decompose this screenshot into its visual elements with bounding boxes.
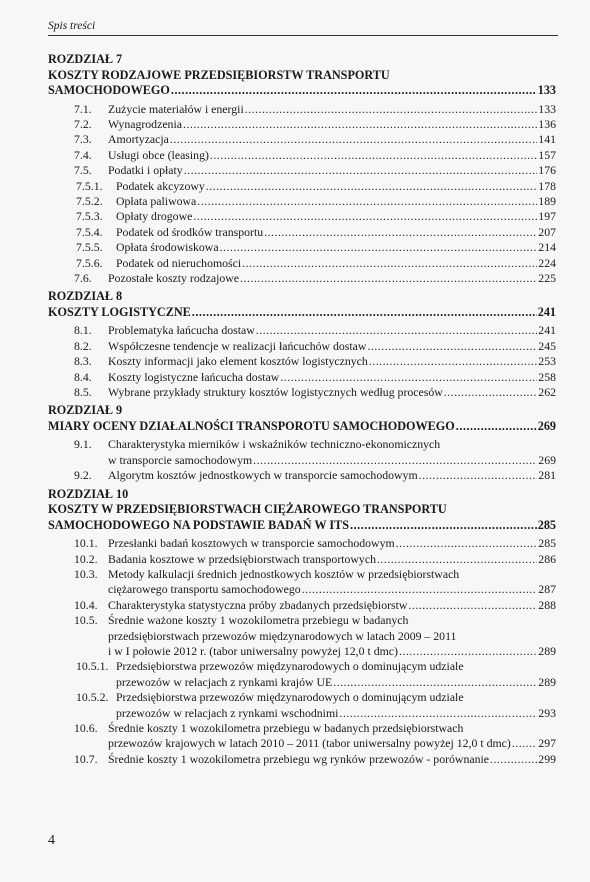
entry-body	[108, 102, 556, 117]
entry-number: 7.1.	[74, 101, 92, 116]
entry-page: 178	[538, 178, 556, 193]
toc-entry	[48, 613, 556, 659]
entry-page: 289	[538, 674, 556, 689]
dot-leader	[377, 552, 537, 567]
entry-page: 286	[538, 551, 556, 566]
entry-text: Charakterystyka statystyczna próby zbadanych przedsiębiorstw	[108, 597, 408, 612]
entry-line	[108, 552, 556, 567]
entry-body	[108, 271, 556, 286]
entry-text: Średnie koszty 1 wozokilometra przebiegu wg rynków przewozów - porównanie	[108, 751, 489, 766]
dot-leader	[408, 598, 537, 613]
entry-text: SAMOCHODOWEGO NA PODSTAWIE BADAŃ W ITS	[48, 517, 350, 532]
chapter-label: ROZDZIAŁ 7	[48, 52, 123, 66]
toc-entry	[48, 102, 556, 117]
toc-entry	[48, 721, 556, 752]
dot-leader	[444, 385, 538, 400]
dot-leader	[367, 339, 537, 354]
dot-leader	[419, 468, 538, 483]
entry-line: Średnie koszty 1 wozokilometra przebiegu w badanych przedsiębiorstwach	[108, 721, 464, 735]
entry-text: Algorytm kosztów jednostkowych w transporcie samochodowym	[108, 468, 418, 483]
entry-body	[116, 690, 556, 721]
chapter-label: ROZDZIAŁ 10	[48, 486, 129, 501]
entry-line: Charakterystyka mierników i wskaźników techniczno-ekonomicznych	[108, 437, 441, 452]
entry-body	[108, 370, 556, 385]
dot-leader	[396, 536, 538, 551]
dot-leader	[245, 102, 538, 117]
entry-page: 289	[538, 643, 556, 658]
entry-number: 7.6.	[74, 270, 92, 285]
dot-leader	[399, 644, 537, 659]
dot-leader	[206, 179, 538, 194]
entry-text: Wynagrodzenia	[108, 116, 182, 131]
entry-text: przewozów w relacjach z rynkami wschodnimi	[116, 705, 339, 720]
entry-page: 176	[538, 163, 556, 178]
entry-text: Wybrane przykłady struktury kosztów logistycznych według procesów	[108, 385, 443, 399]
entry-page: 197	[538, 209, 556, 224]
entry-page: 281	[538, 468, 556, 483]
chapter-title	[48, 68, 556, 99]
dot-leader	[210, 148, 537, 163]
entry-line	[108, 323, 556, 338]
toc-entry	[48, 659, 556, 690]
dot-leader	[170, 132, 537, 147]
entry-text: Podatek od nieruchomości	[116, 255, 242, 270]
toc-entry	[48, 179, 556, 194]
entry-number: 10.1.	[74, 536, 98, 551]
entry-text: Usługi obce (leasing)	[108, 147, 209, 162]
entry-page: 136	[538, 116, 556, 131]
entry-line	[108, 598, 556, 613]
entry-text: przewozów w relacjach z rynkami krajów UE	[116, 674, 333, 689]
entry-line	[116, 240, 556, 255]
dot-leader	[333, 675, 537, 690]
dot-leader	[456, 419, 537, 435]
entry-body	[116, 179, 556, 194]
entry-number: 9.1.	[74, 437, 92, 452]
entry-page: 189	[538, 193, 556, 208]
entry-page: 299	[538, 751, 556, 766]
entry-line	[108, 582, 556, 597]
entry-text: Badania kosztowe w przedsiębiorstwach transportowych	[108, 551, 376, 566]
chapter-label: ROZDZIAŁ 8	[48, 289, 123, 304]
toc-entry	[48, 339, 556, 354]
toc-entry	[48, 385, 556, 400]
entry-body	[108, 148, 556, 163]
entry-line	[116, 256, 556, 271]
toc-entry	[48, 163, 556, 178]
entry-line	[108, 453, 556, 468]
entry-line	[108, 271, 556, 286]
entry-body	[108, 752, 556, 767]
toc-entry	[48, 132, 556, 147]
entry-line: Średnie ważone koszty 1 wozokilometra przebiegu w badanych	[108, 613, 409, 628]
toc-entry	[48, 117, 556, 132]
entry-line	[108, 736, 556, 751]
chapter-label: ROZDZIAŁ 9	[48, 403, 123, 418]
entry-page: 253	[538, 354, 556, 369]
entry-number: 7.5.	[74, 163, 92, 178]
entry-page: 269	[538, 452, 556, 467]
chapter-section	[48, 487, 556, 768]
entry-page: 262	[538, 385, 556, 399]
entry-line	[108, 468, 556, 483]
entry-text: Amortyzacja	[108, 132, 169, 147]
chapter-title	[48, 502, 556, 533]
entry-body	[108, 613, 556, 659]
toc-entry	[48, 536, 556, 551]
entry-body	[108, 354, 556, 369]
entry-body	[108, 721, 556, 752]
running-head: Spis treści	[48, 18, 558, 36]
entry-number: 7.5.6.	[76, 255, 103, 270]
entry-line	[108, 339, 556, 354]
table-of-contents	[48, 52, 556, 767]
entry-number: 7.5.4.	[76, 224, 103, 239]
dot-leader	[242, 256, 537, 271]
toc-entry	[48, 271, 556, 286]
entry-page: 214	[538, 240, 556, 255]
dot-leader	[171, 83, 537, 99]
entry-page: 288	[538, 597, 556, 612]
entry-number: 7.5.1.	[76, 178, 103, 193]
entry-body	[108, 468, 556, 483]
entry-number: 7.5.3.	[76, 209, 103, 224]
entry-number: 8.5.	[74, 385, 92, 399]
entry-text: Zużycie materiałów i energii	[108, 101, 244, 116]
chapter-section	[48, 403, 556, 483]
entry-line	[116, 675, 556, 690]
entry-page: 245	[538, 338, 556, 353]
entry-page: 241	[538, 323, 556, 338]
dot-leader	[193, 209, 537, 224]
toc-entry	[48, 225, 556, 240]
entry-body	[108, 567, 556, 598]
entry-body	[116, 225, 556, 240]
entry-number: 7.3.	[74, 132, 92, 147]
entry-page: 225	[538, 270, 556, 285]
chapter-title	[48, 305, 556, 321]
chapter-title-line	[48, 305, 556, 321]
chapter-section	[48, 289, 556, 400]
dot-leader	[339, 706, 537, 721]
entry-page: 224	[538, 255, 556, 270]
dot-leader	[280, 370, 537, 385]
entry-text: Podatek akcyzowy	[116, 178, 205, 193]
entry-page: 297	[538, 736, 556, 751]
entry-body	[108, 385, 556, 400]
entry-page: 133	[538, 101, 556, 116]
entry-text: SAMOCHODOWEGO	[48, 83, 170, 97]
toc-entry	[48, 690, 556, 721]
entry-body	[116, 256, 556, 271]
dot-leader	[183, 117, 537, 132]
entry-text: Współczesne tendencje w realizacji łańcuchów dostaw	[108, 338, 367, 353]
toc-entry	[48, 256, 556, 271]
entry-text: MIARY OCENY DZIAŁALNOŚCI TRANSPOROTU SAMOCHODOWEGO	[48, 418, 455, 433]
entry-page: 287	[538, 582, 556, 597]
entry-number: 9.2.	[74, 468, 92, 483]
dot-leader	[240, 271, 537, 286]
toc-entry	[48, 370, 556, 385]
entry-line	[108, 163, 556, 178]
page-number: 4	[48, 833, 55, 848]
entry-page: 269	[537, 418, 556, 433]
entry-body	[108, 552, 556, 567]
entry-number: 10.3.	[74, 566, 98, 581]
entry-line	[116, 194, 556, 209]
entry-number: 10.5.	[74, 613, 98, 628]
entry-number: 7.5.2.	[76, 193, 103, 208]
entry-body	[116, 240, 556, 255]
entry-page: 133	[537, 83, 556, 97]
entry-line	[108, 354, 556, 369]
entry-line	[108, 102, 556, 117]
entry-page: 141	[538, 132, 556, 147]
entry-body	[108, 437, 556, 468]
chapter-title	[48, 419, 556, 435]
dot-leader	[512, 736, 537, 751]
entry-line	[116, 706, 556, 721]
toc-entry	[48, 567, 556, 598]
entry-line	[108, 752, 556, 767]
entry-line	[116, 209, 556, 224]
entry-number: 10.5.1.	[76, 659, 109, 674]
dot-leader	[220, 240, 538, 255]
entry-body	[108, 536, 556, 551]
entry-body	[116, 194, 556, 209]
toc-entry	[48, 354, 556, 369]
entry-body	[116, 659, 556, 690]
toc-entry	[48, 552, 556, 567]
entry-text: Koszty logistyczne łańcucha dostaw	[108, 369, 280, 384]
entry-line	[108, 148, 556, 163]
entry-text: Opłata paliwowa	[116, 193, 197, 208]
toc-entry	[48, 209, 556, 224]
entry-number: 7.2.	[74, 116, 92, 131]
entry-body	[108, 132, 556, 147]
entry-line: Przedsiębiorstwa przewozów międzynarodowych o dominującym udziale	[116, 690, 464, 705]
entry-text: Koszty informacji jako element kosztów logistycznych	[108, 354, 368, 369]
entry-body	[108, 163, 556, 178]
toc-entry	[48, 323, 556, 338]
entry-body	[108, 323, 556, 338]
entry-line: przedsiębiorstwach przewozów międzynarodowych w latach 2009 – 2011	[108, 628, 457, 643]
entry-page: 241	[537, 304, 556, 319]
entry-text: Problematyka łańcucha dostaw	[108, 323, 255, 338]
chapter-title-line	[48, 83, 556, 99]
dot-leader	[184, 163, 538, 178]
entry-line: Przedsiębiorstwa przewozów międzynarodowych o dominującym udziale	[116, 659, 464, 674]
dot-leader	[369, 354, 538, 369]
entry-body	[108, 117, 556, 132]
toc-entry	[48, 194, 556, 209]
dot-leader	[192, 305, 537, 321]
entry-number: 8.4.	[74, 369, 92, 384]
entry-number: 7.4.	[74, 147, 92, 162]
chapter-title-line: KOSZTY W PRZEDSIĘBIORSTWACH CIĘŻAROWEGO TRANSPORTU	[48, 502, 447, 517]
entry-number: 10.2.	[74, 551, 98, 566]
dot-leader	[350, 518, 537, 534]
entry-page: 207	[538, 224, 556, 239]
toc-entry	[48, 240, 556, 255]
entry-line	[108, 132, 556, 147]
entry-text: Podatek od środków transportu	[116, 224, 264, 239]
entry-body	[108, 339, 556, 354]
entry-line: Metody kalkulacji średnich jednostkowych kosztów w przedsiębiorstwach	[108, 566, 460, 581]
entry-page: 157	[538, 147, 556, 162]
entry-line	[116, 225, 556, 240]
entry-text: Opłata środowiskowa	[116, 240, 219, 255]
entry-line	[116, 179, 556, 194]
dot-leader	[490, 752, 537, 767]
entry-text: ciężarowego transportu samochodowego	[108, 582, 301, 597]
toc-entry	[48, 752, 556, 767]
entry-number: 10.6.	[74, 721, 98, 735]
entry-number: 10.5.2.	[76, 690, 109, 705]
entry-number: 8.3.	[74, 354, 92, 369]
entry-body	[116, 209, 556, 224]
entry-page: 285	[538, 536, 556, 551]
chapter-title-line	[48, 419, 556, 435]
entry-text: Przesłanki badań kosztowych w transporcie samochodowym	[108, 536, 395, 551]
entry-text: i w I połowie 2012 r. (tabor uniwersalny powyżej 12,0 t dmc)	[108, 643, 398, 658]
entry-text: Podatki i opłaty	[108, 163, 183, 178]
entry-line	[108, 370, 556, 385]
chapter-title-line	[48, 518, 556, 534]
dot-leader	[302, 582, 538, 597]
entry-body	[108, 598, 556, 613]
dot-leader	[264, 225, 537, 240]
entry-line	[108, 385, 556, 400]
entry-number: 10.7.	[74, 751, 98, 766]
toc-entry	[48, 468, 556, 483]
dot-leader	[197, 194, 537, 209]
dot-leader	[253, 453, 537, 468]
entry-line	[108, 117, 556, 132]
entry-line	[108, 536, 556, 551]
entry-number: 8.1.	[74, 323, 92, 338]
entry-number: 8.2.	[74, 338, 92, 353]
toc-entry	[48, 148, 556, 163]
entry-text: KOSZTY LOGISTYCZNE	[48, 304, 191, 319]
entry-line	[108, 644, 556, 659]
entry-text: Pozostałe koszty rodzajowe	[108, 270, 240, 285]
entry-text: przewozów krajowych w latach 2010 – 2011 (tabor uniwersalny powyżej 12,0 t dmc)	[108, 736, 511, 751]
toc-entry	[48, 437, 556, 468]
chapter-section	[48, 52, 556, 286]
entry-number: 7.5.5.	[76, 240, 103, 255]
entry-page: 293	[538, 705, 556, 720]
toc-entry	[48, 598, 556, 613]
chapter-title-line: KOSZTY RODZAJOWE PRZEDSIĘBIORSTW TRANSPORTU	[48, 67, 390, 82]
entry-text: w transporcie samochodowym	[108, 452, 253, 467]
dot-leader	[256, 323, 538, 338]
entry-text: Opłaty drogowe	[116, 209, 193, 224]
entry-number: 10.4.	[74, 597, 98, 612]
entry-page: 258	[538, 369, 556, 384]
entry-page: 285	[537, 517, 556, 532]
